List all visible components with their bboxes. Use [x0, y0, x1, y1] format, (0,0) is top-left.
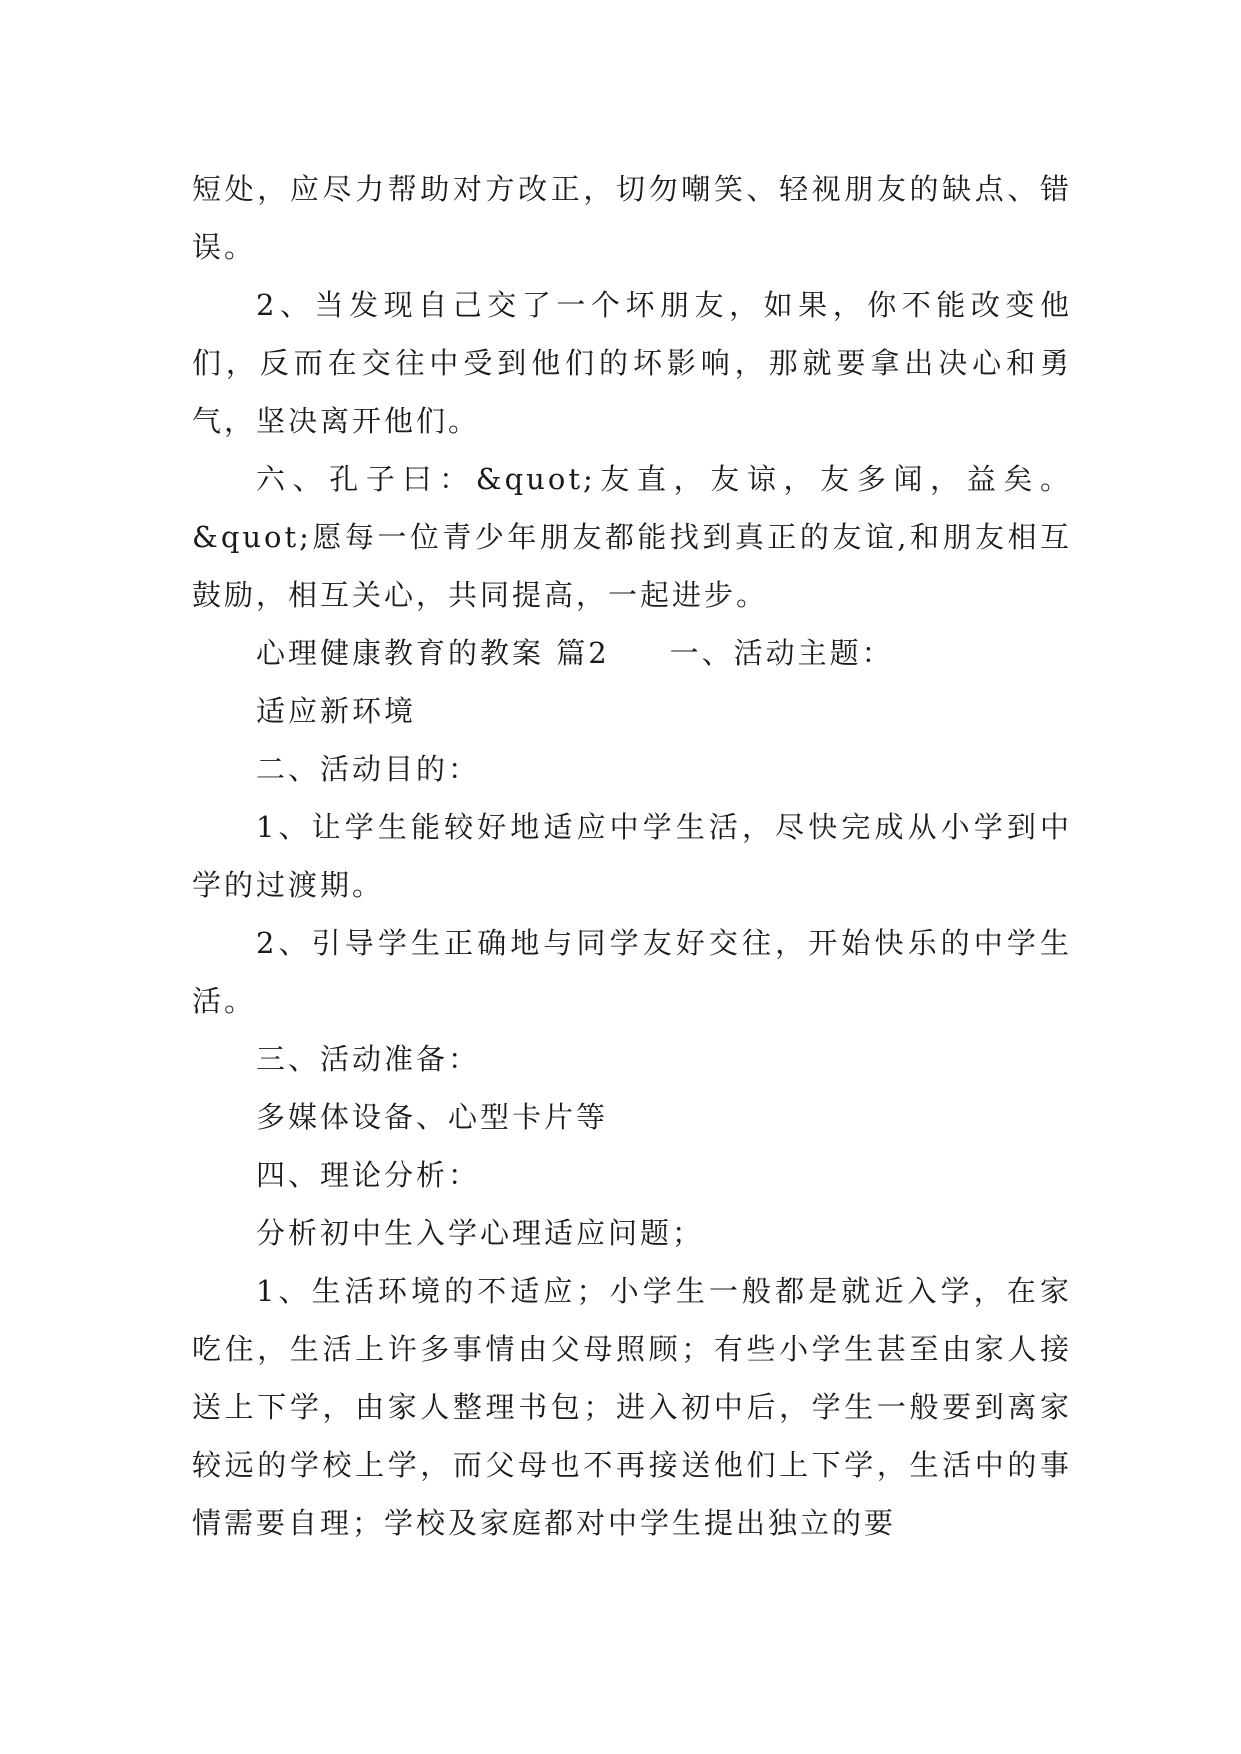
- activity-theme-heading: 一、活动主题：: [669, 636, 894, 670]
- activity-preparation-heading: 三、活动准备：: [256, 1042, 481, 1076]
- paragraph-confucius-quote: 六、孔子曰：&quot;友直，友谅，友多闻，益矣。&quot;愿每一位青少年朋友都能找到真正的友谊,和朋友相互鼓励，相互关心，共同提高，一起进步。: [192, 462, 1072, 612]
- analysis-intro: 分析初中生入学心理适应问题；: [256, 1216, 705, 1250]
- purpose-item-1: 1、让学生能较好地适应中学生活，尽快完成从小学到中学的过渡期。: [192, 810, 1072, 902]
- purpose-item-2: 2、引导学生正确地与同学友好交往，开始快乐的中学生活。: [192, 926, 1072, 1018]
- theory-analysis-heading: 四、理论分析：: [256, 1158, 481, 1192]
- activity-theme-text: 适应新环境: [256, 694, 417, 728]
- document-body: [192, 160, 1072, 1552]
- paragraph-bad-friend: 2、当发现自己交了一个坏朋友，如果，你不能改变他们，反而在交往中受到他们的坏影响，那就要拿出决心和勇气，坚决离开他们。: [192, 288, 1072, 438]
- paragraph-friend-shortcomings: 短处，应尽力帮助对方改正，切勿嘲笑、轻视朋友的缺点、错误。: [192, 172, 1072, 264]
- analysis-item-1: 1、生活环境的不适应；小学生一般都是就近入学，在家吃住，生活上许多事情由父母照顾；有些小学生甚至由家人接送上下学，由家人整理书包；进入初中后，学生一般要到离家较远的学校上学，而父母也不再接送他们上下学，生活中的事情需要自理；学校及家庭都对中学生提出独立的要: [192, 1274, 1072, 1540]
- lesson-plan-heading-line: [192, 624, 1072, 682]
- lesson-plan-title: 心理健康教育的教案 篇2: [256, 636, 610, 670]
- activity-purpose-heading: 二、活动目的：: [256, 752, 481, 786]
- preparation-text: 多媒体设备、心型卡片等: [256, 1100, 609, 1134]
